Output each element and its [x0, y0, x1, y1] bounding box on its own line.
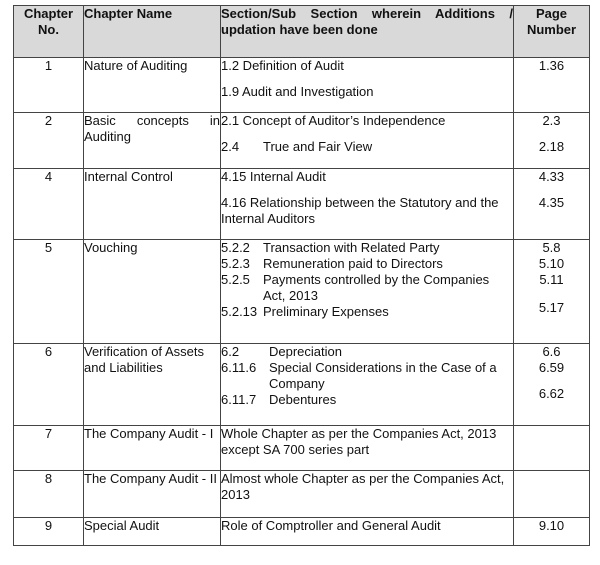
page-cell	[514, 240, 590, 344]
page-number: 6.6	[542, 344, 561, 359]
section-item: 6.11.6 Special Considerations in the Case of a Company	[221, 360, 497, 391]
table-row	[14, 169, 590, 240]
page-number: 4.33	[538, 169, 565, 184]
page-number: 5.11	[539, 272, 564, 287]
chapter-name: The Company Audit - I	[84, 426, 221, 471]
page-number: 9.10	[538, 518, 565, 533]
section-cell	[221, 113, 514, 169]
section-cell	[221, 471, 514, 518]
page-number: 6.62	[538, 386, 565, 401]
section-cell	[221, 426, 514, 471]
page-cell	[514, 518, 590, 546]
chapter-name: Basic concepts in Auditing	[84, 113, 221, 169]
section-item: 5.2.13 Preliminary Expenses	[221, 304, 389, 319]
page-cell	[514, 426, 590, 471]
chapter-updates-table	[13, 5, 590, 546]
section-item: 4.16 Relationship between the Statutory and the Internal Auditors	[221, 195, 499, 226]
section-item: 2.4 True and Fair View	[221, 139, 373, 154]
chapter-name: Nature of Auditing	[84, 58, 221, 113]
section-cell	[221, 169, 514, 240]
table-row	[14, 518, 590, 546]
chapter-no: 9	[14, 518, 84, 546]
chapter-name: Special Audit	[84, 518, 221, 546]
table-row	[14, 113, 590, 169]
table-row	[14, 426, 590, 471]
chapter-name: Vouching	[84, 240, 221, 344]
table-row	[14, 240, 590, 344]
page-cell	[514, 471, 590, 518]
section-item: 4.15 Internal Audit	[221, 169, 326, 184]
chapter-no: 6	[14, 344, 84, 426]
section-item: Whole Chapter as per the Companies Act, 2013 except SA 700 series part	[221, 426, 497, 457]
page-number: 6.59	[538, 360, 565, 375]
section-item: Almost whole Chapter as per the Companies Act, 2013	[221, 471, 505, 502]
page-number: 1.36	[538, 58, 565, 73]
table-header-row	[14, 6, 590, 58]
header-section: Section/Sub Section wherein Additions / updation have been done	[221, 6, 514, 58]
section-item: 5.2.5 Payments controlled by the Companies Act, 2013	[221, 272, 490, 303]
table-row	[14, 471, 590, 518]
chapter-no: 1	[14, 58, 84, 113]
table-row	[14, 58, 590, 113]
chapter-name: Verification of Assets and Liabilities	[84, 344, 221, 426]
chapter-no: 4	[14, 169, 84, 240]
chapter-no: 8	[14, 471, 84, 518]
section-item: 5.2.2 Transaction with Related Party	[221, 240, 440, 255]
page-cell	[514, 344, 590, 426]
section-item: 1.9 Audit and Investigation	[221, 84, 374, 99]
section-item: 2.1 Concept of Auditor’s Independence	[221, 113, 446, 128]
section-item: 6.2 Depreciation	[221, 344, 342, 359]
page-number: 2.3	[542, 113, 561, 128]
header-chapter-name: Chapter Name	[84, 6, 221, 58]
page-cell	[514, 169, 590, 240]
chapter-name: The Company Audit - II	[84, 471, 221, 518]
page-number: 5.17	[538, 300, 565, 315]
section-item: Role of Comptroller and General Audit	[221, 518, 441, 533]
chapter-no: 2	[14, 113, 84, 169]
page-number: 2.18	[538, 139, 565, 154]
section-item: 5.2.3 Remuneration paid to Directors	[221, 256, 443, 271]
header-chapter-no: Chapter No.	[14, 6, 84, 58]
chapter-no: 5	[14, 240, 84, 344]
page-cell	[514, 58, 590, 113]
chapter-name: Internal Control	[84, 169, 221, 240]
section-item: 1.2 Definition of Audit	[221, 58, 344, 73]
section-cell	[221, 240, 514, 344]
page-number: 4.35	[538, 195, 565, 210]
table-row	[14, 344, 590, 426]
chapter-no: 7	[14, 426, 84, 471]
page-number: 5.10	[538, 256, 565, 271]
page-number: 5.8	[542, 240, 561, 255]
section-cell	[221, 58, 514, 113]
page-cell	[514, 113, 590, 169]
section-item: 6.11.7 Debentures	[221, 392, 337, 407]
header-page-number: Page Number	[514, 6, 590, 58]
section-cell	[221, 344, 514, 426]
section-cell	[221, 518, 514, 546]
